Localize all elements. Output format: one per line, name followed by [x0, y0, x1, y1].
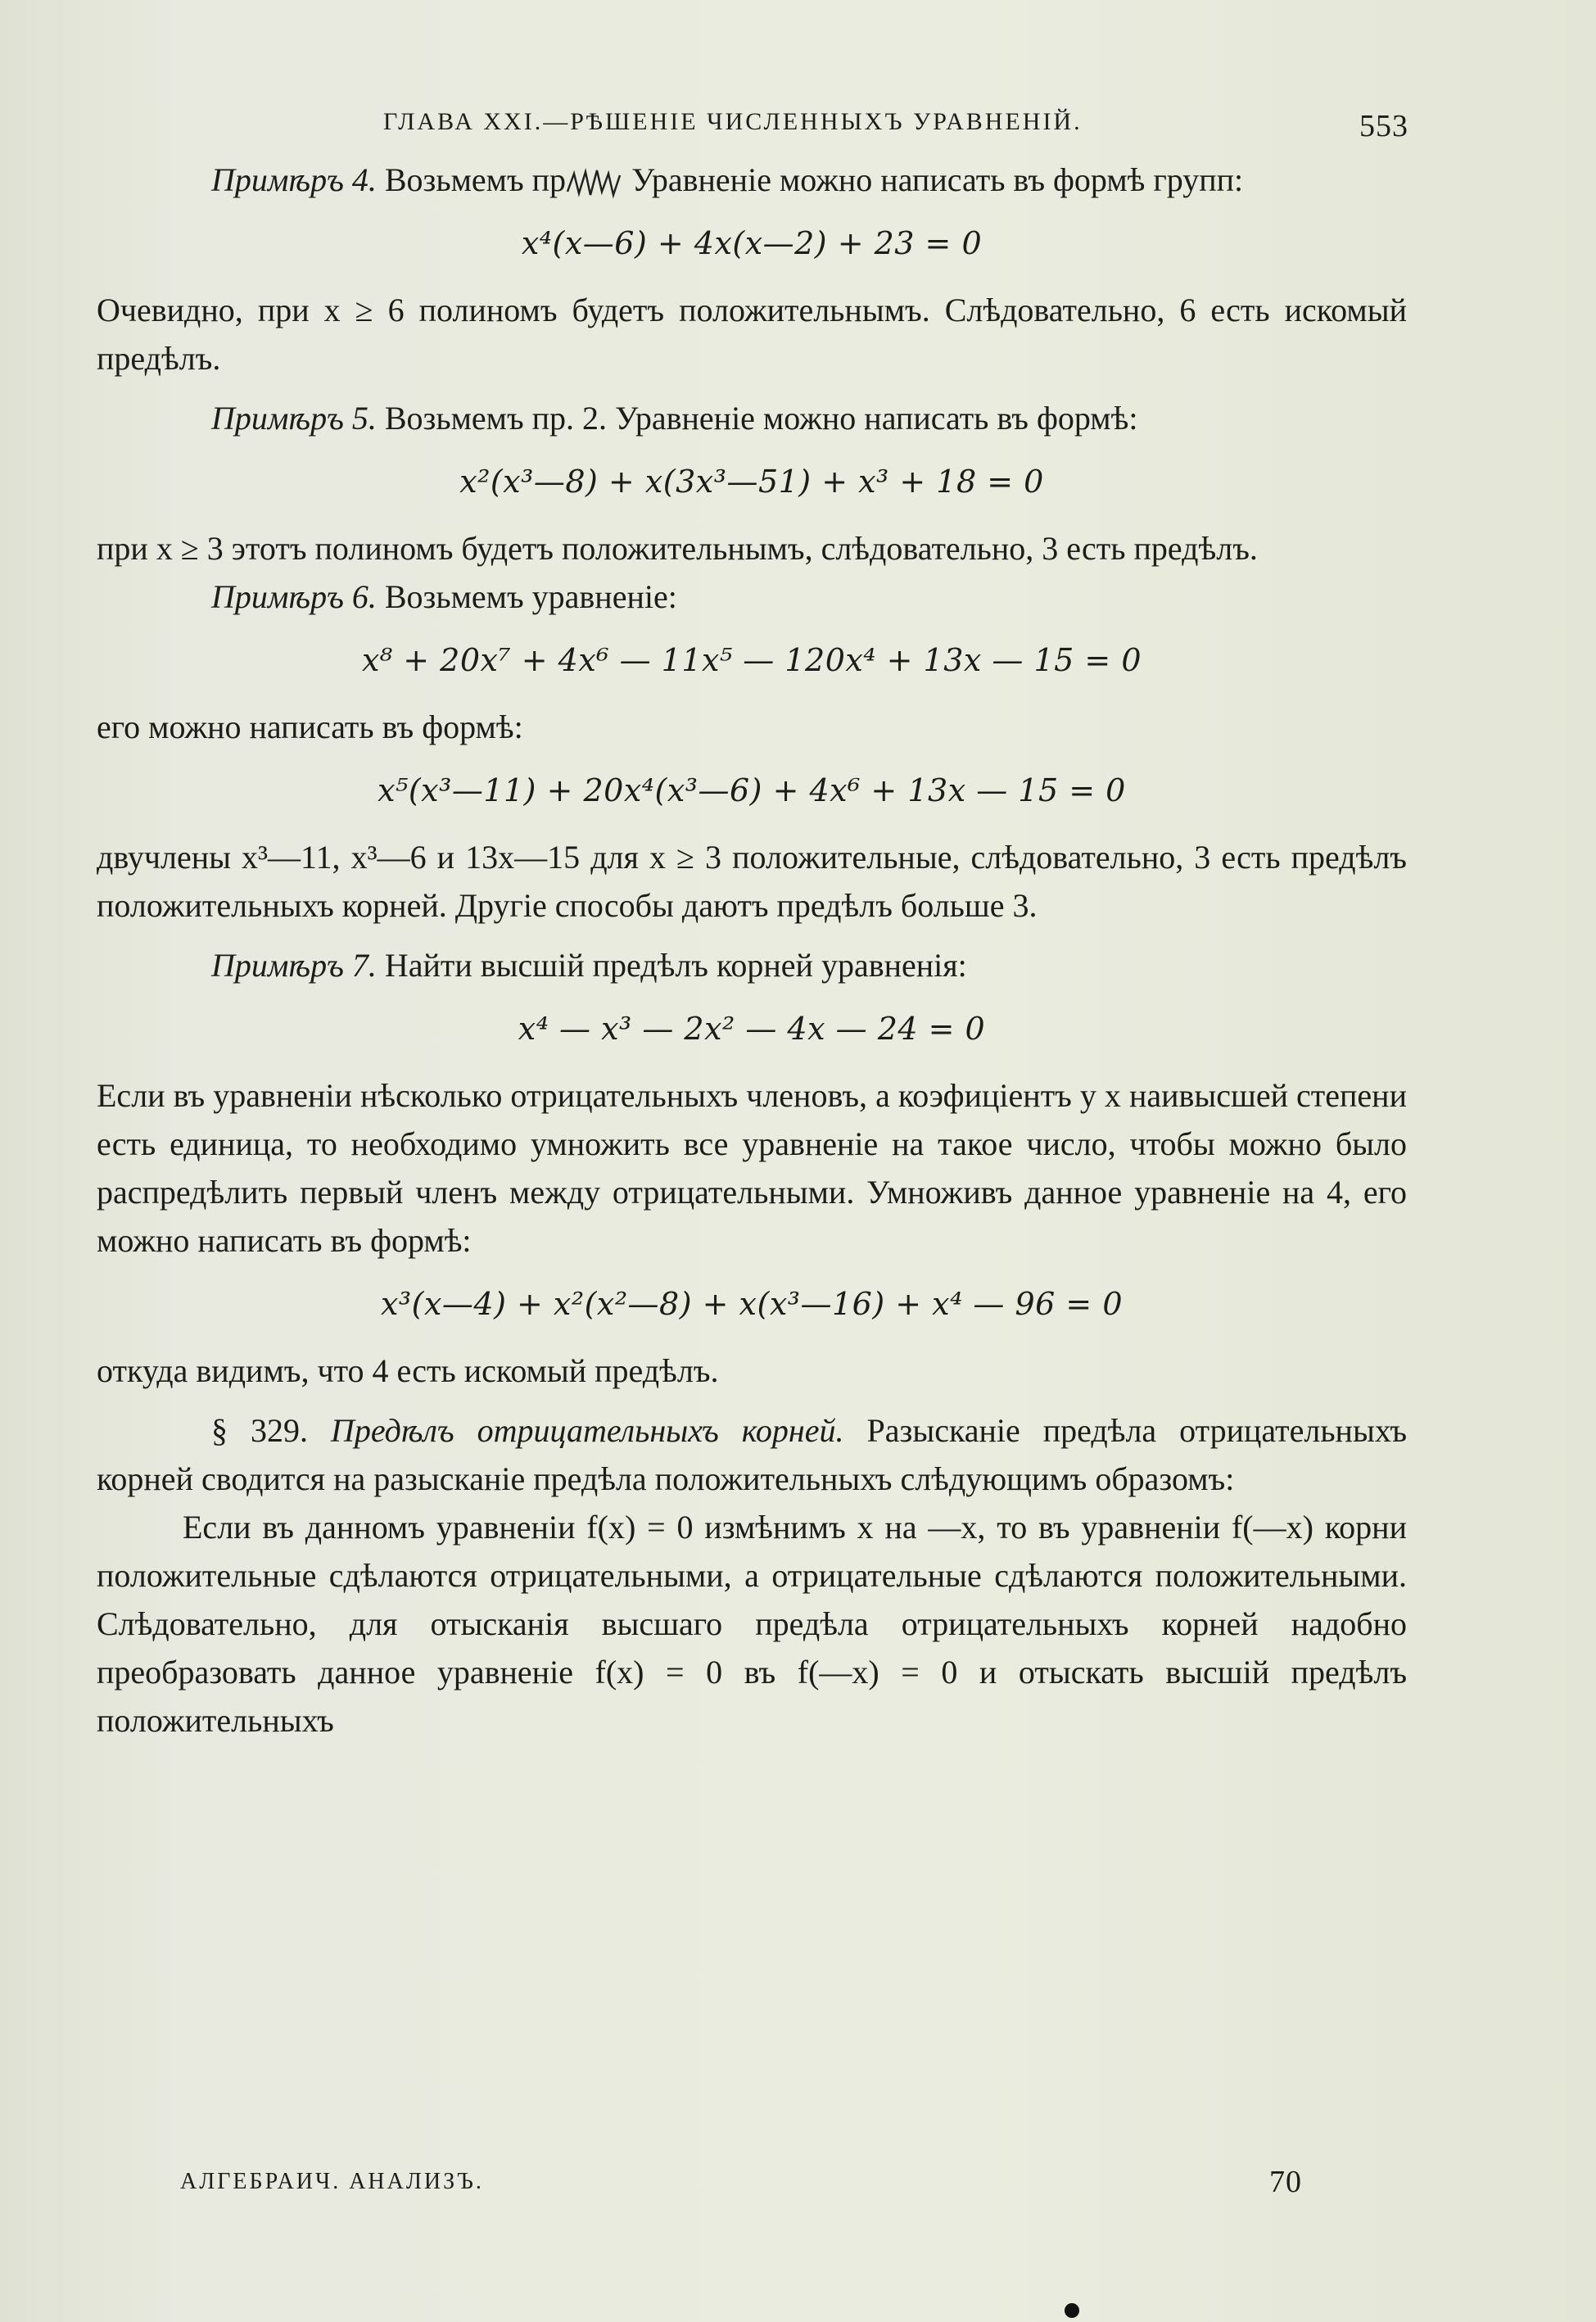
example-5-equation: x²(x³—8) + x(3x³—51) + x³ + 18 = 0	[459, 464, 1044, 500]
example-4-text-b: Уравненіе можно написать въ формѣ групп:	[623, 161, 1244, 198]
example-7-conclusion: откуда видимъ, что 4 есть искомый предѣлъ.	[97, 1352, 719, 1389]
example-4-intro	[97, 156, 1407, 204]
example-4-text-a: Возьмемъ пр	[376, 161, 567, 198]
example-4-equation: x⁴(x—6) + 4x(x—2) + 23 = 0	[521, 225, 983, 261]
example-5-text: Возьмемъ пр. 2. Уравненіе можно написать въ формѣ:	[376, 400, 1138, 437]
example-7-equation-2: x³(x—4) + x²(x²—8) + x(x³—16) + x⁴ — 96 = 0	[380, 1286, 1124, 1322]
example-5-label: Примѣръ 5.	[211, 400, 377, 437]
example-6-label: Примѣръ 6.	[211, 578, 377, 615]
signature-mark: 70	[1269, 2165, 1302, 2199]
section-329-number: § 329.	[211, 1412, 308, 1449]
section-329-intro	[97, 1406, 1407, 1503]
example-7-equation-1: x⁴ — x³ — 2x² — 4x — 24 = 0	[518, 1011, 986, 1047]
example-7-label: Примѣръ 7.	[211, 947, 377, 984]
example-6-text: Возьмемъ уравненіе:	[376, 578, 677, 615]
example-4-conclusion: Очевидно, при x ≥ 6 полиномъ будетъ положительнымъ. Слѣдовательно, 6 есть искомый предѣлъ.	[97, 292, 1407, 377]
section-329-text: Разысканіе предѣла отрицательныхъ корней сводится на разысканіе предѣла положительныхъ слѣдующимъ образомъ:	[97, 1412, 1408, 1497]
example-6-equation-2: x⁵(x³—11) + 20x⁴(x³—6) + 4x⁶ + 13x — 15 = 0	[378, 772, 1126, 808]
example-6-middle: его можно написать въ формѣ:	[97, 708, 523, 745]
chapter-title: ГЛАВА XXI.—РѢШЕНІЕ ЧИСЛЕННЫХЪ УРАВНЕНІЙ.	[383, 108, 1083, 135]
page-content	[97, 98, 1407, 1745]
running-header	[97, 98, 1407, 156]
example-6-conclusion: двучлены x³—11, x³—6 и 13x—15 для x ≥ 3 положительные, слѣдовательно, 3 есть предѣлъ положительныхъ корней. Другіе способы даютъ предѣлъ больше 3.	[97, 839, 1407, 924]
handwritten-scribble-mark	[566, 167, 623, 200]
example-7-middle: Если въ уравненіи нѣсколько отрицательныхъ членовъ, а коэфиціентъ у x наивысшей степени есть единица, то необходимо умножить все уравненіе на такое число, чтобы можно было распредѣлить первый членъ между отрицательными. Умноживъ данное уравненіе на 4, его можно написать въ формѣ:	[97, 1077, 1407, 1259]
example-7-intro	[97, 941, 1407, 989]
page-number: 553	[1359, 109, 1408, 143]
example-6-intro	[97, 573, 1407, 621]
example-5-conclusion: при x ≥ 3 этотъ полиномъ будетъ положительнымъ, слѣдовательно, 3 есть предѣлъ.	[97, 530, 1258, 567]
page-footer	[180, 2165, 1302, 2199]
ink-dot	[1065, 2303, 1079, 2318]
example-7-text: Найти высшій предѣлъ корней уравненія:	[376, 947, 967, 984]
footer-book-title: АЛГЕБРАИЧ. АНАЛИЗЪ.	[180, 2169, 484, 2194]
section-329-title: Предѣлъ отрицательныхъ корней.	[307, 1412, 844, 1449]
section-329-paragraph-2: Если въ данномъ уравненіи f(x) = 0 измѣнимъ x на —x, то въ уравненіи f(—x) корни положительные сдѣлаются отрицательными, а отрицательные сдѣлаются положительными. Слѣдовательно, для отысканія высшаго предѣла отрицательныхъ корней надобно преобразовать данное уравненіе f(x) = 0 въ f(—x) = 0 и отыскать высшій предѣлъ положительныхъ	[97, 1509, 1407, 1739]
example-6-equation-1: x⁸ + 20x⁷ + 4x⁶ — 11x⁵ — 120x⁴ + 13x — 15 = 0	[361, 642, 1142, 678]
example-4-label: Примѣръ 4.	[211, 161, 377, 198]
example-5-intro	[97, 394, 1407, 442]
